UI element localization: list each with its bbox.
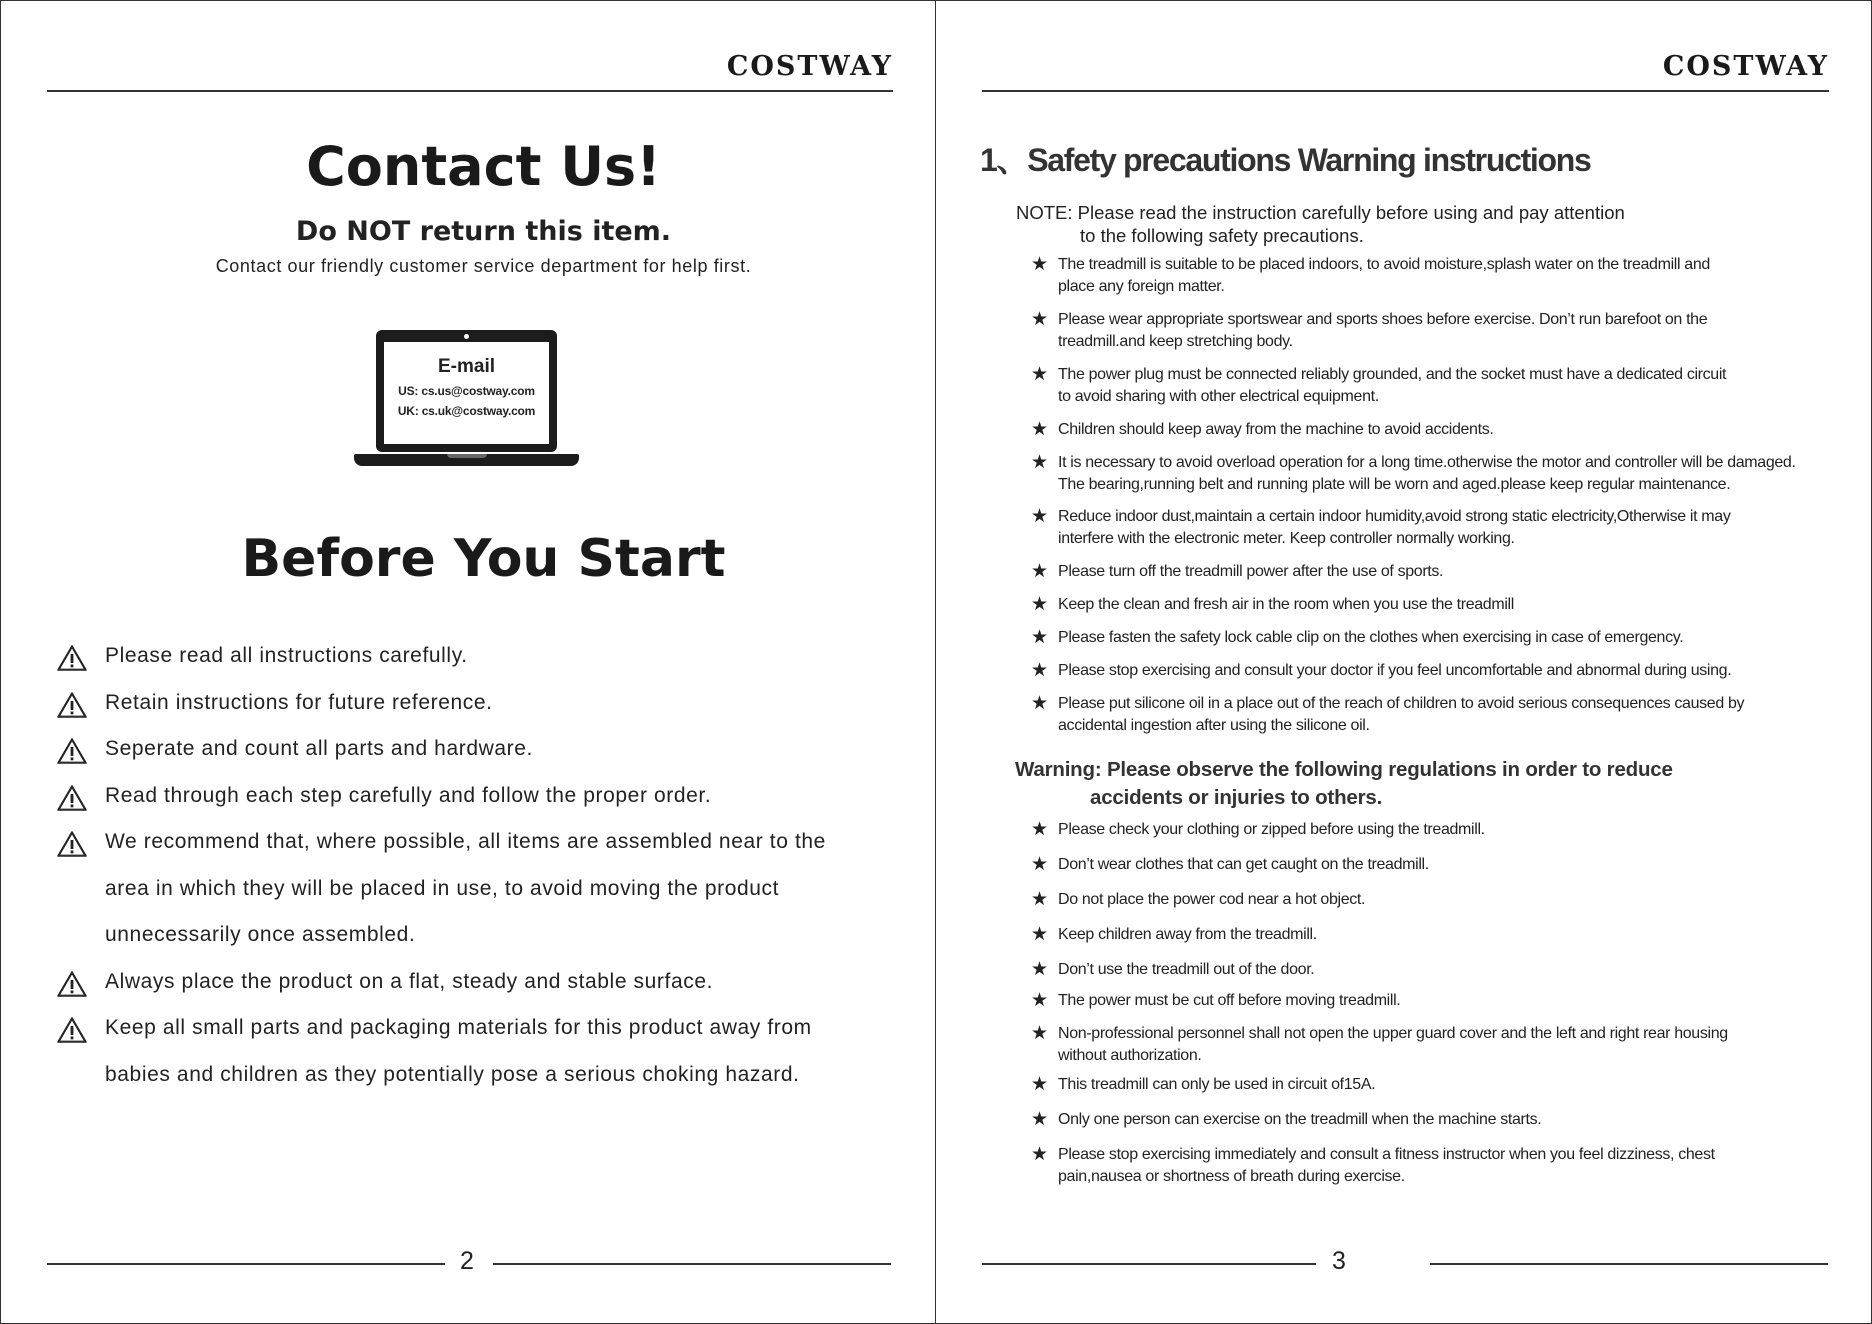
star-item	[1031, 561, 1851, 583]
item-line: Don’t wear clothes that can get caught on the treadmill.	[1058, 856, 1429, 873]
page-number: 2	[460, 1247, 474, 1275]
warning-triangle-icon	[56, 970, 88, 998]
return-notice: Do NOT return this item.	[295, 216, 672, 247]
note	[1016, 201, 1625, 247]
item-line: Non-professional personnel shall not open the upper guard cover and the left and right rear housing	[1058, 1025, 1728, 1042]
footer-rule-left	[982, 1263, 1316, 1265]
item-line: The power plug must be connected reliably grounded, and the socket must have a dedicated circuit	[1058, 366, 1727, 383]
item-line: The bearing,running belt and running plate will be worn and aged.please keep regular maintenance.	[1058, 476, 1731, 493]
item-line: Don’t use the treadmill out of the door.	[1058, 961, 1315, 978]
item-line: Please stop exercising and consult your doctor if you feel uncomfortable and abnormal during using.	[1058, 662, 1732, 679]
item-line: It is necessary to avoid overload operation for a long time.otherwise the motor and controller will be damaged.	[1058, 454, 1796, 471]
item-line: interfere with the electronic meter. Keep controller normally working.	[1058, 530, 1515, 547]
star-icon: ★	[1031, 693, 1048, 714]
star-item	[1031, 1023, 1851, 1067]
item-line: babies and children as they potentially pose a serious choking hazard.	[105, 1062, 800, 1086]
warning-heading	[1015, 756, 1673, 812]
star-item	[1031, 1144, 1851, 1188]
item-line: Please check your clothing or zipped before using the treadmill.	[1058, 821, 1485, 838]
star-icon: ★	[1031, 594, 1048, 615]
star-item	[1031, 452, 1851, 496]
warning-triangle-icon	[56, 830, 88, 858]
star-icon: ★	[1031, 959, 1048, 980]
star-item	[1031, 254, 1851, 298]
star-icon: ★	[1031, 364, 1048, 385]
tip-item	[56, 726, 896, 773]
warning-triangle-icon	[56, 691, 88, 719]
item-line: Please read all instructions carefully.	[105, 644, 468, 667]
star-icon: ★	[1031, 627, 1048, 648]
item-line: without authorization.	[1058, 1047, 1202, 1064]
item-line: Please turn off the treadmill power after the use of sports.	[1058, 563, 1444, 580]
header-rule	[982, 90, 1829, 92]
star-item	[1031, 660, 1851, 682]
item-line: treadmill.and keep stretching body.	[1058, 333, 1293, 350]
item-line: Only one person can exercise on the treadmill when the machine starts.	[1058, 1111, 1542, 1128]
item-line: Retain instructions for future reference.	[105, 690, 493, 714]
star-icon: ★	[1031, 1109, 1048, 1130]
star-item	[1031, 1109, 1851, 1131]
note-line-1: NOTE: Please read the instruction carefully before using and pay attention	[1016, 202, 1625, 223]
email-uk: UK: cs.uk@costway.com	[397, 404, 536, 418]
item-line: Children should keep away from the machine to avoid accidents.	[1058, 421, 1494, 438]
star-item	[1031, 627, 1851, 649]
help-line: Contact our friendly customer service department for help first.	[215, 256, 752, 276]
tip-item	[56, 819, 896, 959]
tips-list	[56, 633, 896, 1098]
contact-title: Contact Us!	[306, 135, 661, 198]
star-icon: ★	[1031, 1144, 1048, 1165]
item-line: Please fasten the safety lock cable clip on the clothes when exercising in case of emergency.	[1058, 629, 1684, 646]
item-line: Keep children away from the treadmill.	[1058, 926, 1317, 943]
star-icon: ★	[1031, 254, 1048, 275]
item-line: Keep all small parts and packaging materials for this product away from	[105, 1016, 812, 1039]
star-icon: ★	[1031, 854, 1048, 875]
star-icon: ★	[1031, 660, 1048, 681]
star-item	[1031, 594, 1851, 616]
footer-rule-right	[1430, 1263, 1828, 1265]
star-item	[1031, 309, 1851, 353]
header-rule	[47, 90, 893, 92]
footer-rule-right	[493, 1263, 891, 1265]
item-line: Please wear appropriate sportswear and sports shoes before exercise. Don’t run barefoot on the	[1058, 311, 1708, 328]
warning-triangle-icon	[56, 1016, 88, 1044]
brand-logo: COSTWAY	[726, 51, 893, 82]
email-card	[384, 342, 549, 444]
brand-logo: COSTWAY	[1662, 51, 1829, 82]
email-title: E-mail	[437, 356, 496, 377]
item-line: pain,nausea or shortness of breath during exercise.	[1058, 1168, 1405, 1185]
email-us: US: cs.us@costway.com	[398, 384, 535, 398]
item-line: Read through each step carefully and follow the proper order.	[105, 783, 712, 807]
tip-item	[56, 633, 896, 680]
star-item	[1031, 959, 1851, 981]
star-item	[1031, 819, 1851, 841]
section-title: 1、Safety precautions Warning instructions	[980, 142, 1591, 178]
item-line: The treadmill is suitable to be placed indoors, to avoid moisture,splash water on the treadmill and	[1058, 256, 1710, 273]
item-line: The power must be cut off before moving treadmill.	[1058, 992, 1401, 1009]
footer-rule-left	[47, 1263, 445, 1265]
warning-triangle-icon	[56, 784, 88, 812]
star-icon: ★	[1031, 309, 1048, 330]
star-icon: ★	[1031, 1074, 1048, 1095]
laptop-base	[354, 454, 579, 466]
star-item	[1031, 990, 1851, 1012]
tip-item	[56, 959, 896, 1006]
item-line: Keep the clean and fresh air in the room when you use the treadmill	[1058, 596, 1514, 613]
item-line: Please stop exercising immediately and consult a fitness instructor when you feel dizziness, chest	[1058, 1146, 1715, 1163]
laptop-screen	[376, 330, 557, 452]
item-line: place any foreign matter.	[1058, 278, 1225, 295]
warning-triangle-icon	[56, 737, 88, 765]
star-icon: ★	[1031, 561, 1048, 582]
star-icon: ★	[1031, 924, 1048, 945]
star-icon: ★	[1031, 819, 1048, 840]
star-icon: ★	[1031, 889, 1048, 910]
item-line: to avoid sharing with other electrical equipment.	[1058, 388, 1379, 405]
star-item	[1031, 419, 1851, 441]
star-item	[1031, 364, 1851, 408]
item-line: area in which they will be placed in use, to avoid moving the product	[105, 876, 780, 900]
star-item	[1031, 693, 1851, 737]
star-icon: ★	[1031, 452, 1048, 473]
item-line: Do not place the power cod near a hot object.	[1058, 891, 1366, 908]
star-item	[1031, 854, 1851, 876]
star-item	[1031, 506, 1851, 550]
warning-line-2: accidents or injuries to others.	[1090, 786, 1383, 809]
laptop-notch	[447, 454, 487, 458]
tip-item	[56, 1005, 896, 1098]
tip-item	[56, 773, 896, 820]
before-you-start-title: Before You Start	[241, 529, 726, 589]
item-line: This treadmill can only be used in circuit of15A.	[1058, 1076, 1376, 1093]
item-line: accidental ingestion after using the silicone oil.	[1058, 717, 1370, 734]
page-number: 3	[1332, 1247, 1346, 1275]
camera-dot	[464, 334, 469, 339]
star-icon: ★	[1031, 1023, 1048, 1044]
star-icon: ★	[1031, 990, 1048, 1011]
page-right	[936, 1, 1871, 1323]
item-line: Please put silicone oil in a place out of the reach of children to avoid serious consequences caused by	[1058, 695, 1745, 712]
precautions-list	[1031, 254, 1851, 737]
item-line: Seperate and count all parts and hardware.	[105, 737, 533, 760]
warning-triangle-icon	[56, 644, 88, 672]
item-line: We recommend that, where possible, all items are assembled near to the	[105, 830, 826, 853]
item-line: Reduce indoor dust,maintain a certain indoor humidity,avoid strong static electricity,Otherwise it may	[1058, 508, 1731, 525]
laptop-icon	[354, 326, 579, 471]
star-item	[1031, 924, 1851, 946]
star-item	[1031, 889, 1851, 911]
regulations-list	[1031, 819, 1851, 1188]
page-left	[1, 1, 936, 1323]
star-icon: ★	[1031, 419, 1048, 440]
item-line: Always place the product on a flat, steady and stable surface.	[105, 969, 714, 993]
item-line: unnecessarily once assembled.	[105, 923, 416, 946]
tip-item	[56, 680, 896, 727]
star-item	[1031, 1074, 1851, 1096]
warning-line-1: Warning: Please observe the following regulations in order to reduce	[1015, 758, 1673, 781]
star-icon: ★	[1031, 506, 1048, 527]
note-line-2: to the following safety precautions.	[1080, 225, 1364, 246]
